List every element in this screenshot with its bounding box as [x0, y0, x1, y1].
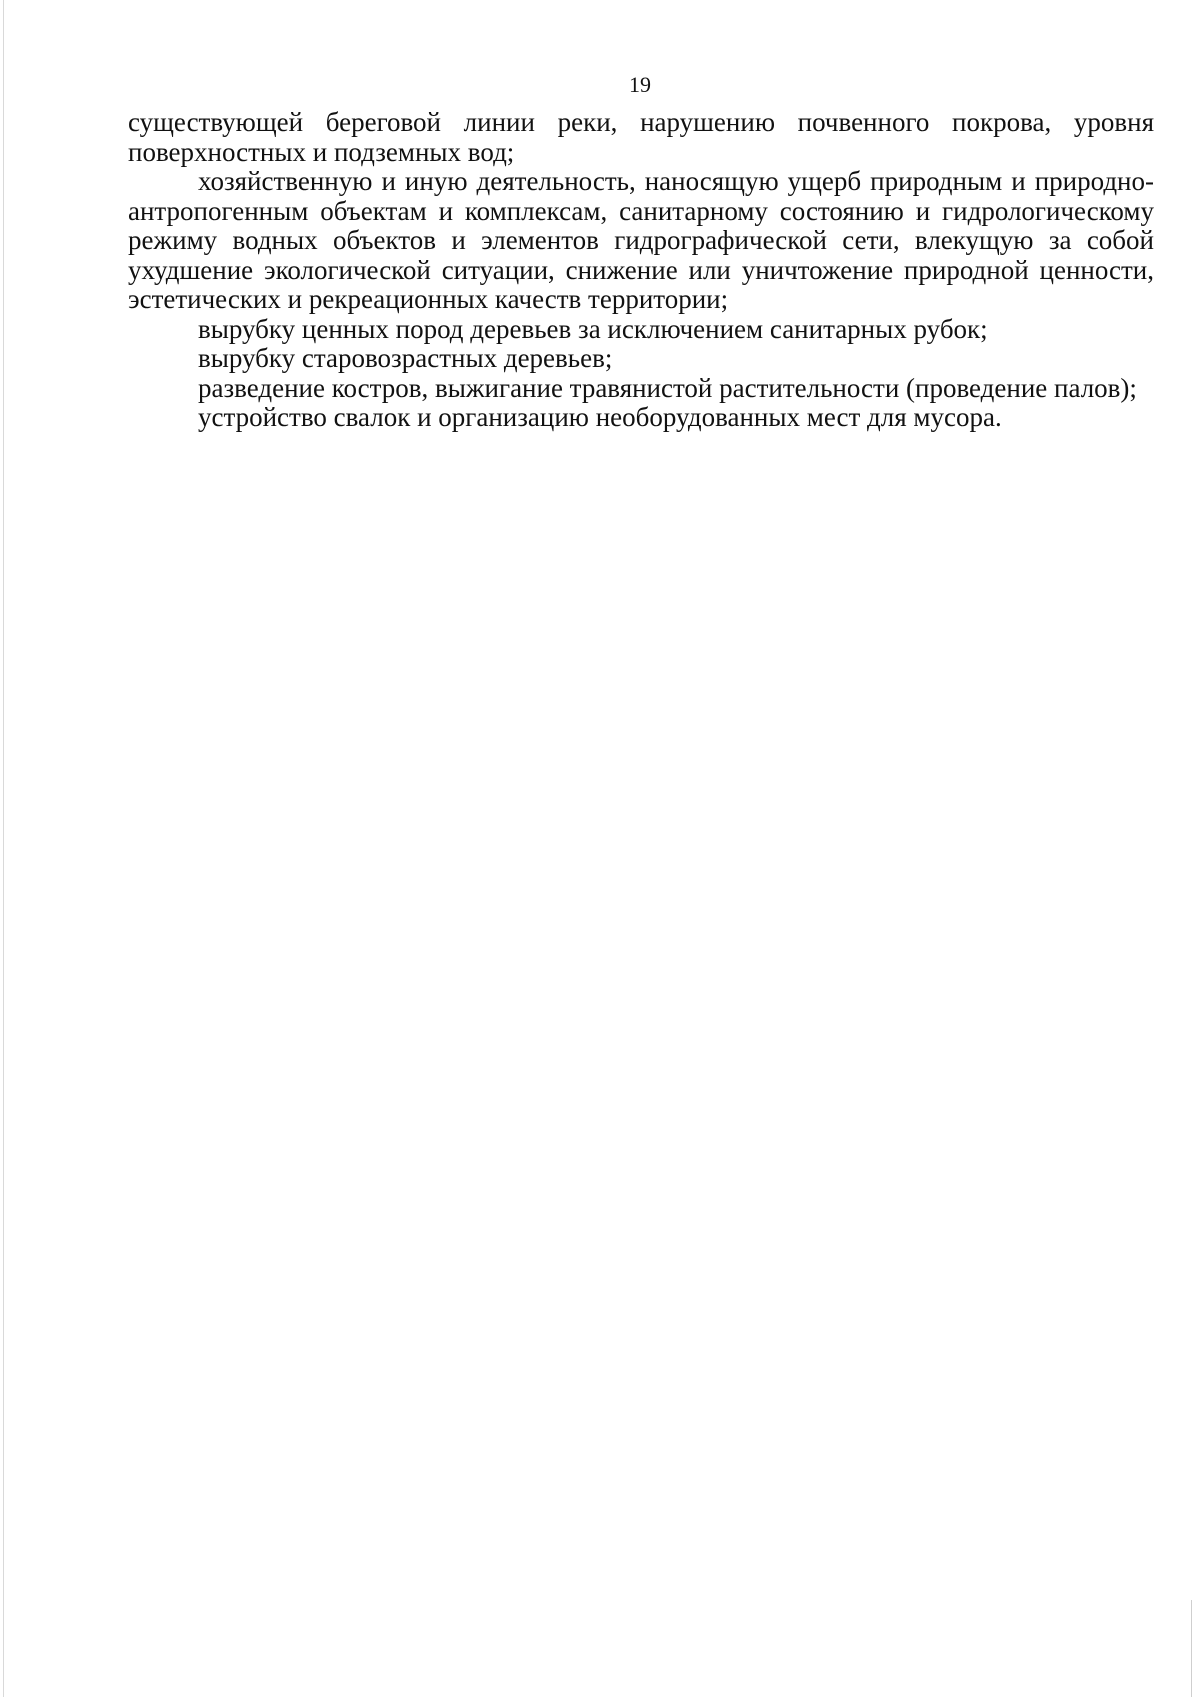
- paragraph-economic-activity: хозяйственную и иную деятельность, наносящую ущерб природным и природно-антропогенным объектам и комплексам, санитарному состоянию и гидрологическому режиму водных объектов и элементов гидрографической сети, влекущую за собой ухудшение экологической ситуации, снижение или уничтожение природной ценности, эстетических и рекреационных качеств территории;: [128, 166, 1154, 314]
- paragraph-dumps: устройство свалок и организацию необорудованных мест для мусора.: [198, 402, 1002, 432]
- paragraph-old-trees: вырубку старовозрастных деревьев;: [198, 343, 613, 373]
- document-body: [128, 108, 1154, 433]
- paragraph-continuation: существующей береговой линии реки, нарушению почвенного покрова, уровня поверхностных и подземных вод;: [128, 107, 1154, 167]
- page-number: 19: [629, 72, 651, 97]
- scan-edge-left: [3, 0, 4, 1697]
- paragraph-valuable-trees: вырубку ценных пород деревьев за исключением санитарных рубок;: [198, 313, 988, 344]
- scan-edge-right: [1191, 1600, 1192, 1697]
- paragraph-fires: разведение костров, выжигание травянистой растительности (проведение палов);: [198, 372, 1137, 403]
